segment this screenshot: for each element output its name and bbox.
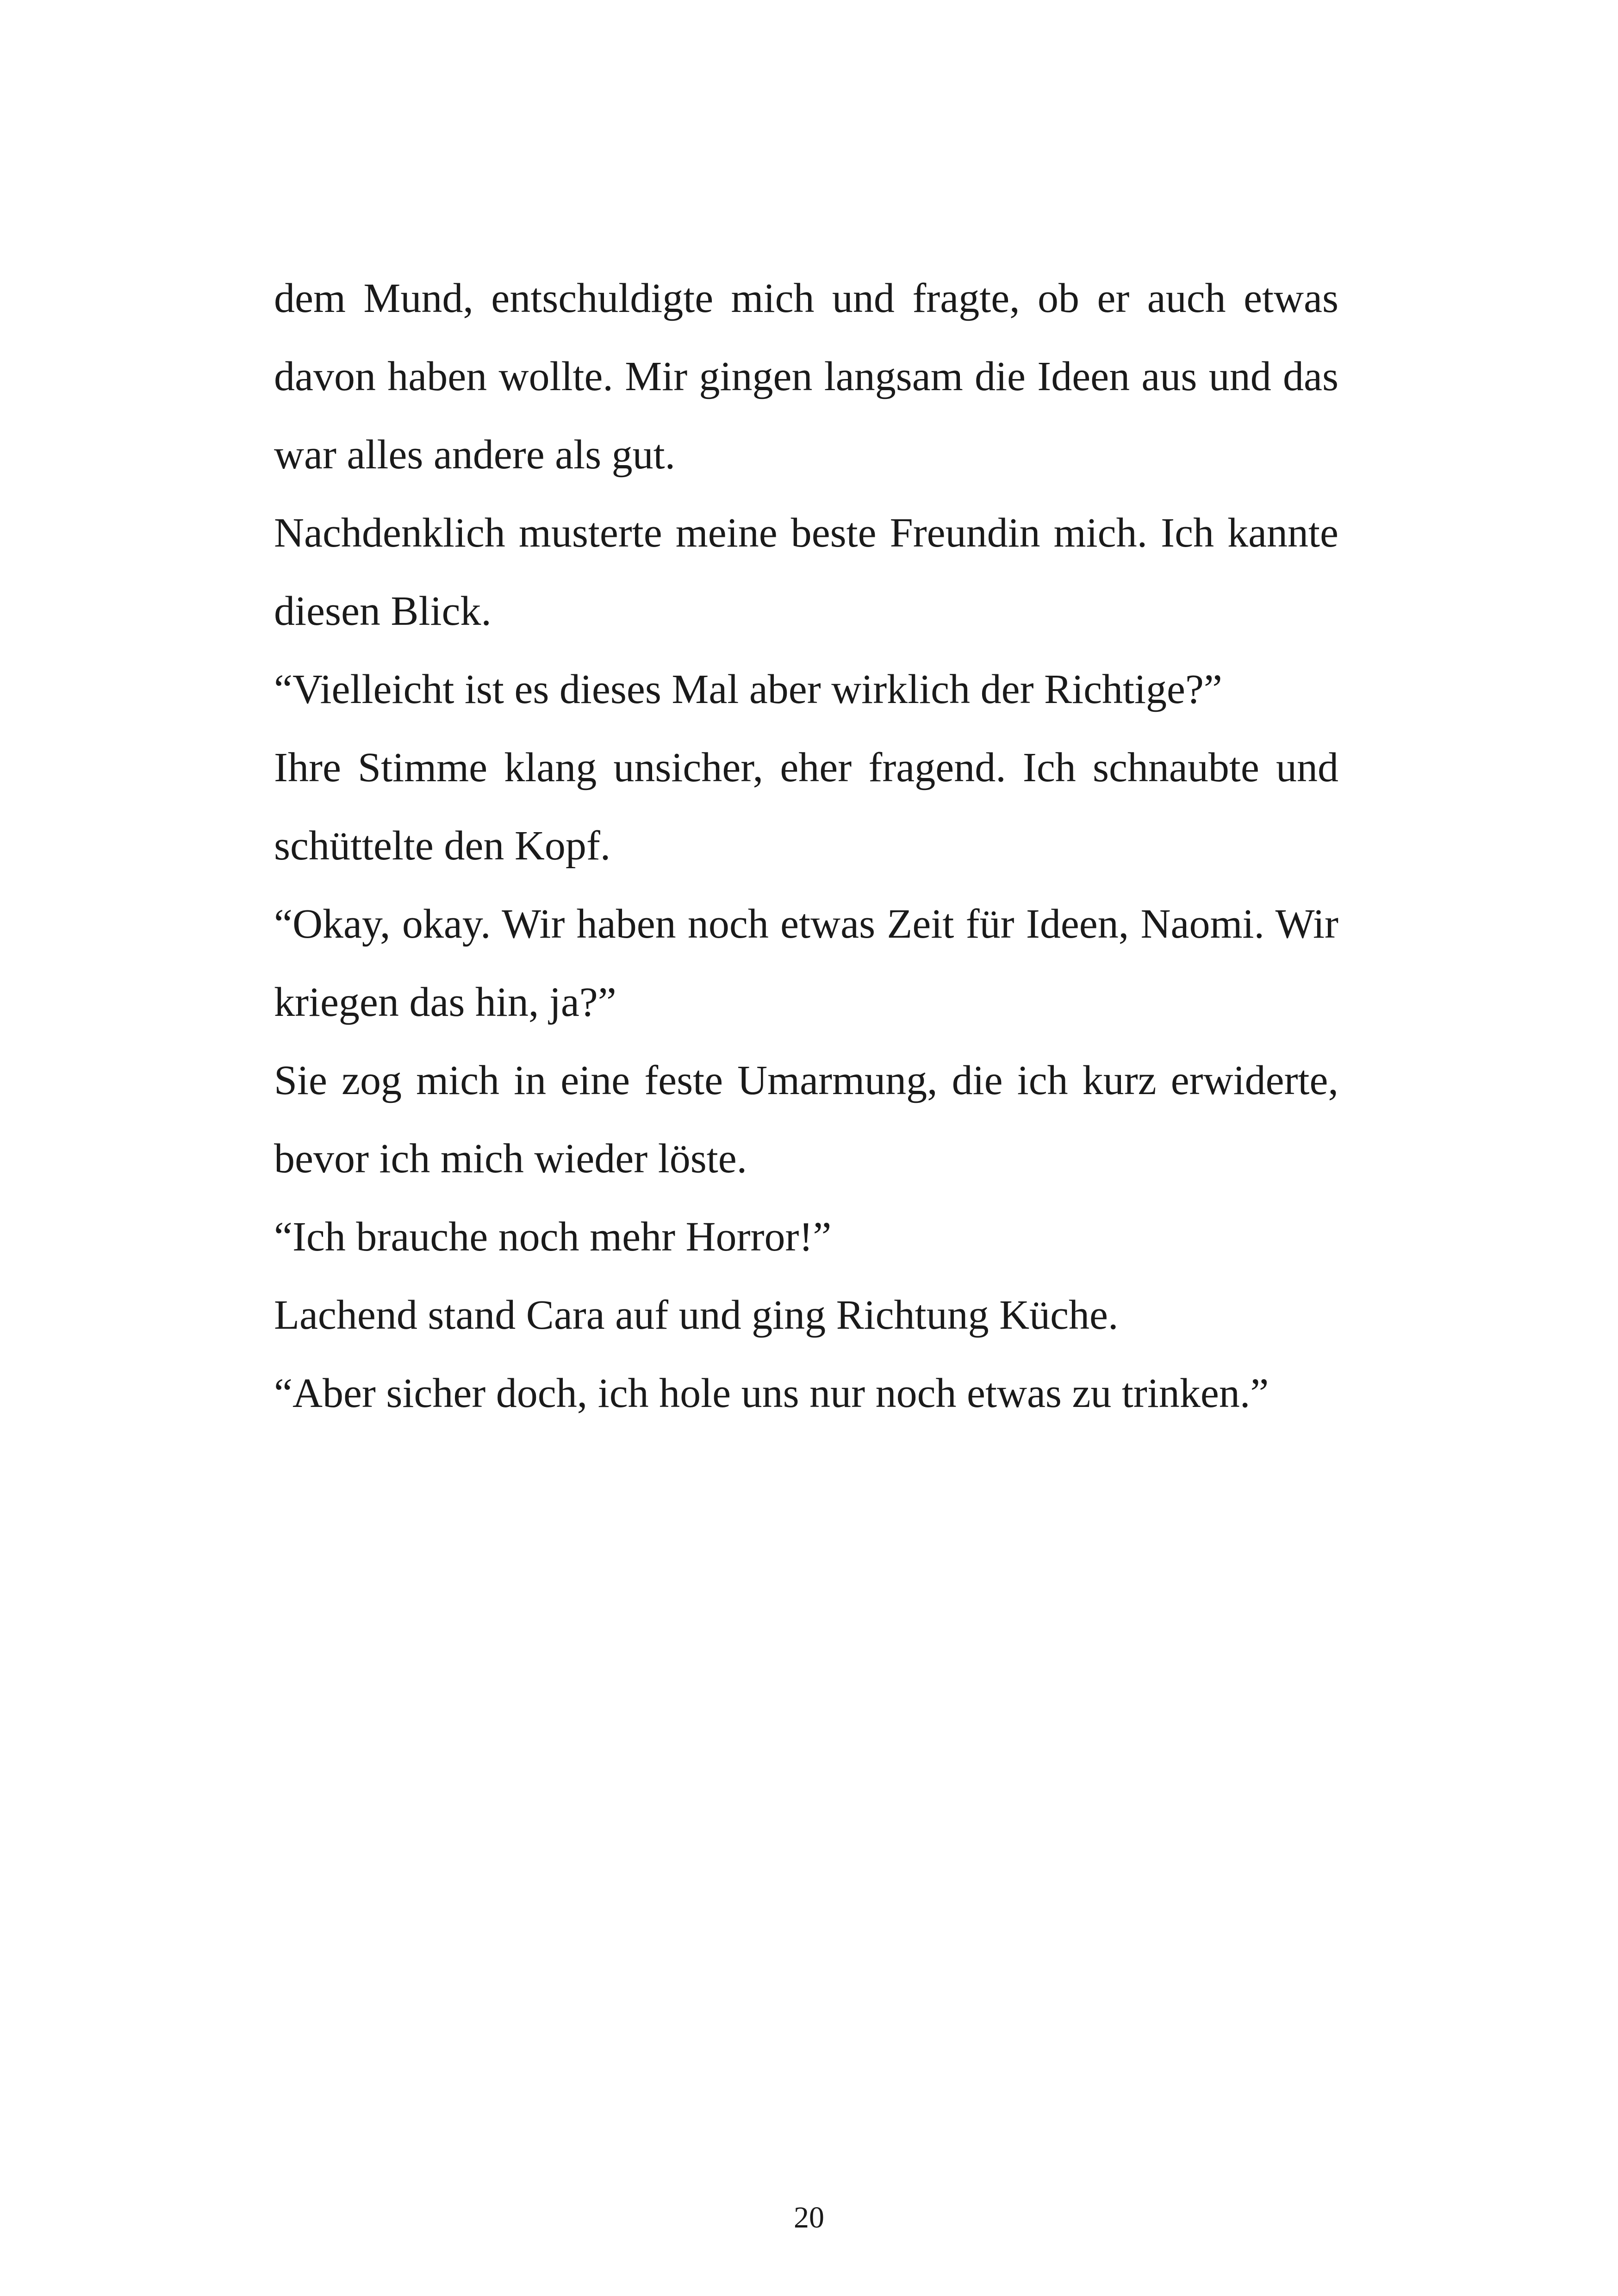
body-text <box>274 259 1338 1432</box>
paragraph: Sie zog mich in eine feste Umarmung, die ich kurz erwiderte, bevor ich mich wieder löste. <box>274 1058 1338 1182</box>
paragraph: “Ich brauche noch mehr Horror!” <box>274 1214 832 1260</box>
paragraph: Nachdenklich musterte meine beste Freundin mich. Ich kannte diesen Blick. <box>274 510 1338 634</box>
page-number: 20 <box>794 2201 824 2234</box>
paragraph: Lachend stand Cara auf und ging Richtung Küche. <box>274 1292 1119 1338</box>
paragraph: “Okay, okay. Wir haben noch etwas Zeit für Ideen, Naomi. Wir kriegen das hin, ja?” <box>274 901 1338 1025</box>
paragraph: Ihre Stimme klang unsicher, eher fragend. Ich schnaubte und schüttelte den Kopf. <box>274 745 1338 869</box>
paragraph: “Aber sicher doch, ich hole uns nur noch etwas zu trinken.” <box>274 1370 1269 1416</box>
paragraph: dem Mund, entschuldigte mich und fragte, ob er auch etwas davon haben wollte. Mir gingen langsam die Ideen aus und das war alles andere als gut. <box>274 275 1338 478</box>
paragraph: “Vielleicht ist es dieses Mal aber wirklich der Richtige?” <box>274 666 1222 712</box>
